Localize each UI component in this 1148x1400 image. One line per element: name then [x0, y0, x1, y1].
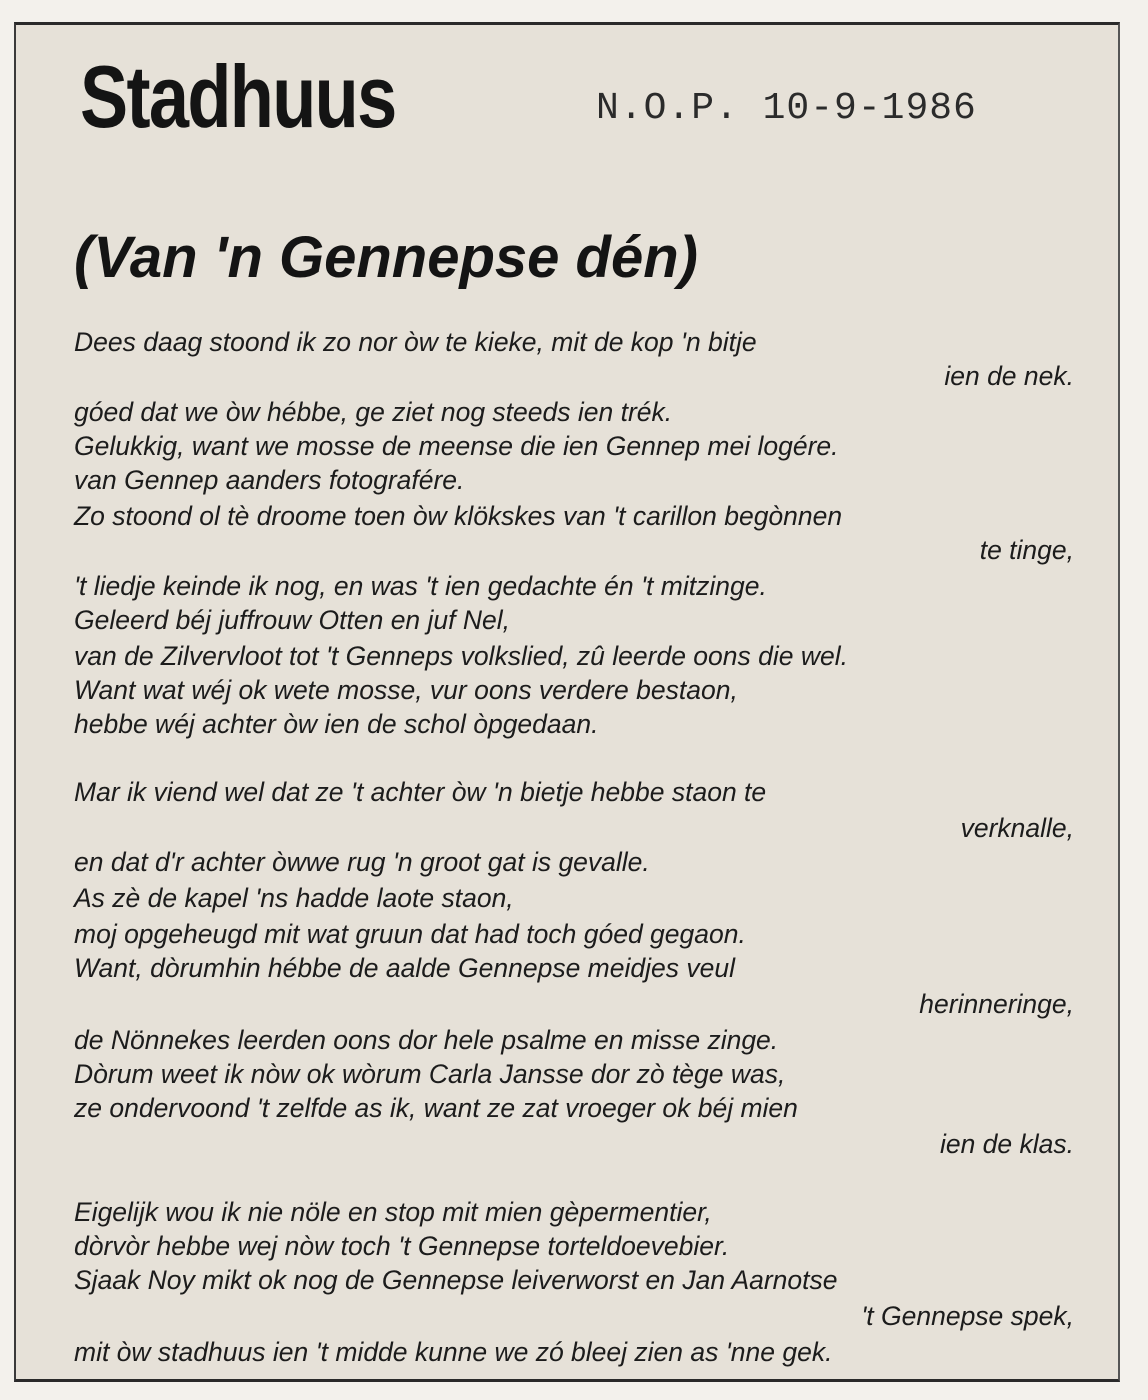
poem-line: góed dat we òw hébbe, ge ziet nog steeds ien trék.: [74, 397, 673, 427]
poem-line: de Nönnekes leerden oons dor hele psalme en misse zinge.: [74, 1025, 779, 1055]
poem-line: Geleerd béj juffrouw Otten en juf Nel,: [74, 605, 511, 635]
poem-line: 't liedje keinde ik nog, en was 't ien gedachte én 't mitzinge.: [74, 571, 767, 601]
poem-line: 't Gennepse spek,: [861, 1301, 1074, 1331]
poem-line: Zo stoond ol tè droome toen òw klökskes van 't carillon begònnen: [74, 501, 843, 531]
poem-line: van Gennep aanders fotografére.: [74, 465, 465, 495]
poem-line: herinneringe,: [919, 989, 1074, 1019]
poem-line: ien de nek.: [944, 361, 1074, 391]
poem-line: ien de klas.: [939, 1129, 1074, 1159]
article-title: Stadhuus: [80, 47, 396, 146]
poem-line: hebbe wéj achter òw ien de schol òpgedaan.: [74, 709, 599, 739]
poem-line: moj opgeheugd mit wat gruun dat had toch góed gegaon.: [74, 919, 746, 949]
poem-line: Mar ik viend wel dat ze 't achter òw 'n bietje hebbe staon te: [74, 777, 767, 807]
poem-line: en dat d'r achter òwwe rug 'n groot gat is gevalle.: [74, 847, 650, 877]
poem-line: Want wat wéj ok wete mosse, vur oons verdere bestaon,: [74, 675, 738, 705]
poem-line: Sjaak Noy mikt ok nog de Gennepse leiverworst en Jan Aarnotse: [74, 1265, 838, 1295]
poem-line: dòrvòr hebbe wej nòw toch 't Gennepse torteldoevebier.: [74, 1231, 730, 1261]
poem-line: Want, dòrumhin hébbe de aalde Gennepse meidjes veul: [74, 953, 735, 983]
poem-line: Eigelijk wou ik nie nöle en stop mit mien gèpermentier,: [74, 1197, 712, 1227]
poem-line: verknalle,: [960, 813, 1074, 843]
poem-line: Dòrum weet ik nòw ok wòrum Carla Jansse dor zò tège was,: [74, 1059, 786, 1089]
poem-line: Dees daag stoond ik zo nor òw te kieke, mit de kop 'n bitje: [74, 327, 757, 357]
poem-line: ze ondervoond 't zelfde as ik, want ze zat vroeger ok béj mien: [74, 1093, 798, 1123]
poem-line: As zè de kapel 'ns hadde laote staon,: [74, 883, 514, 913]
dateline: N.O.P. 10-9-1986: [596, 87, 977, 130]
poem-line: van de Zilvervloot tot 't Genneps volkslied, zû leerde oons die wel.: [74, 641, 848, 671]
newspaper-clipping: [14, 22, 1120, 1382]
poem-line: mit òw stadhuus ien 't midde kunne we zó bleej zien as 'nne gek.: [74, 1337, 833, 1367]
article-subtitle: (Van 'n Gennepse dén): [74, 225, 698, 290]
poem-line: Gelukkig, want we mosse de meense die ien Gennep mei logére.: [74, 431, 839, 461]
poem-line: te tinge,: [979, 535, 1074, 565]
